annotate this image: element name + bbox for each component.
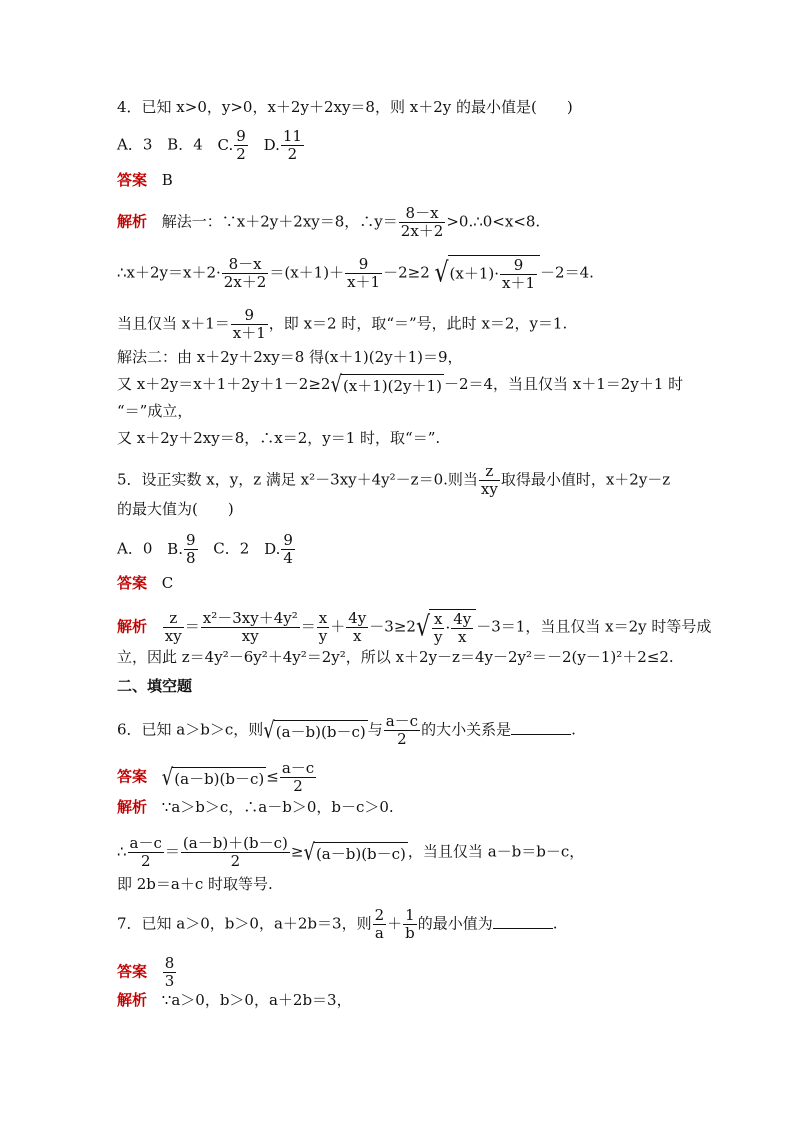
fill-in-blank bbox=[511, 722, 571, 735]
q4-method2-line1: 解法二：由 x＋2y＋2xy＝8 得(x＋1)(2y＋1)＝9， bbox=[117, 348, 463, 366]
q4-method2-line3: “＝”成立， bbox=[117, 402, 193, 420]
q5-option-c: C．2 bbox=[213, 539, 250, 558]
fraction: $\frac{8-x}{2x+2}$ bbox=[400, 204, 444, 240]
q4-analysis-line1: 解析 解法一：∵x＋2y＋2xy＝8，∴y＝ $\frac{8-x}{2x+2}$ >0.∴0<x<8. bbox=[117, 204, 541, 240]
q5-stem-line1: 5．设正实数 x，y，z 满足 x²－3xy＋4y²－z＝0.则当 $\frac{z}{xy}$ 取得最小值时，x＋2y－z bbox=[117, 462, 671, 498]
analysis-label: 解析 bbox=[117, 798, 148, 816]
q4-option-a: A．3 bbox=[117, 135, 153, 154]
q4-analysis-line3: 当且仅当 x＋1＝ $\frac{9}{x+1}$ ，即 x＝2 时，取“＝”号，此时 x＝2，y＝1. bbox=[117, 306, 568, 342]
q7-answer: $\frac{8}{3}$ bbox=[164, 954, 175, 990]
q5-analysis-line2: 立，因此 z＝4y²－6y²＋4y²＝2y²，所以 x＋2y－z＝4y－2y²＝－2(y－1)²＋2≤2. bbox=[117, 648, 674, 666]
q5-answer: C bbox=[161, 574, 174, 592]
q5-answer-line bbox=[117, 573, 173, 593]
q6-stem: 6．已知 a＞b＞c，则√(a－b)(b－c) 与 $\frac{a-c}{2}$ 的大小关系是 . bbox=[117, 712, 576, 748]
q7-answer-line bbox=[117, 955, 177, 990]
q5-analysis-line1: 解析 $\frac{z}{xy}$ ＝ $\frac{\text{x²－3xy＋4y²}}{xy}$ ＝ $\frac{x}{y}$ ＋ $\frac{4y}{x}$ －3≥2√ $\frac{x}{y}$ · $\frac{4y}{x}$ －3＝1，当且仅当 x＝2y 时等号成 bbox=[117, 609, 712, 646]
answer-label: 答案 bbox=[117, 574, 148, 592]
fill-in-blank bbox=[493, 916, 553, 929]
q4-answer: B bbox=[161, 171, 173, 189]
q4-analysis-line2: ∴x＋2y＝x＋2· $\frac{8-x}{2x+2}$ ＝(x＋1)＋ $\frac{9}{x+1}$ －2≥2 √(x＋1)· $\frac{9}{x+1}$ －2＝4. bbox=[117, 255, 594, 292]
q4-option-c: C. $\frac{9}{2}$ bbox=[217, 127, 246, 163]
q5-options bbox=[117, 532, 296, 567]
q7-stem: 7．已知 a＞0，b＞0，a＋2b＝3，则 $\frac{2}{a}$ ＋ $\frac{1}{b}$ 的最小值为 . bbox=[117, 906, 558, 942]
analysis-label: 解析 bbox=[117, 617, 148, 636]
q6-analysis-line1: 解析 ∵a＞b＞c，∴a－b＞0，b－c＞0. bbox=[117, 798, 394, 816]
q6-analysis-line2: ∴ $\frac{a-c}{2}$ ＝ $\frac{(a-b)+(b-c)}{2}$ ≥√(a－b)(b－c) ，当且仅当 a－b＝b－c， bbox=[117, 834, 585, 870]
section-title: 二、填空题 bbox=[117, 677, 193, 695]
answer-label: 答案 bbox=[117, 171, 148, 189]
q4-option-d: D. $\frac{11}{2}$ bbox=[263, 127, 302, 163]
q7-analysis-line1: 解析 ∵a＞0，b＞0，a＋2b＝3， bbox=[117, 991, 352, 1009]
q4-stem: 4．已知 x>0，y>0，x＋2y＋2xy＝8，则 x＋2y 的最小值是( ) bbox=[117, 98, 573, 116]
q5-option-b: B. $\frac{9}{8}$ bbox=[167, 531, 196, 567]
q4-answer-line bbox=[117, 170, 173, 190]
q6-analysis-line3: 即 2b＝a＋c 时取等号. bbox=[117, 875, 273, 893]
analysis-label: 解析 bbox=[117, 991, 148, 1009]
q4-option-b: B．4 bbox=[167, 135, 203, 154]
analysis-label: 解析 bbox=[117, 212, 148, 231]
answer-label: 答案 bbox=[117, 962, 148, 981]
q5-option-d: D. $\frac{9}{4}$ bbox=[264, 531, 293, 567]
answer-label: 答案 bbox=[117, 767, 148, 786]
q4-method2-line4: 又 x＋2y＋2xy＝8，∴x＝2，y＝1 时，取“＝”. bbox=[117, 429, 441, 447]
q4-options bbox=[117, 128, 305, 163]
sqrt-expression: √(x＋1)· $\frac{9}{x+1}$ bbox=[435, 255, 541, 292]
q4-method2-line2: 又 x＋2y＝x＋1＋2y＋1－2≥2√(x＋1)(2y＋1) －2＝4，当且仅当 x＋1＝2y＋1 时 bbox=[117, 371, 684, 398]
q5-option-a: A．0 bbox=[117, 539, 153, 558]
q5-stem-line2: 的最大值为( ) bbox=[117, 500, 234, 518]
q6-answer-line: 答案 √(a－b)(b－c) ≤ $\frac{a-c}{2}$ bbox=[117, 759, 315, 795]
